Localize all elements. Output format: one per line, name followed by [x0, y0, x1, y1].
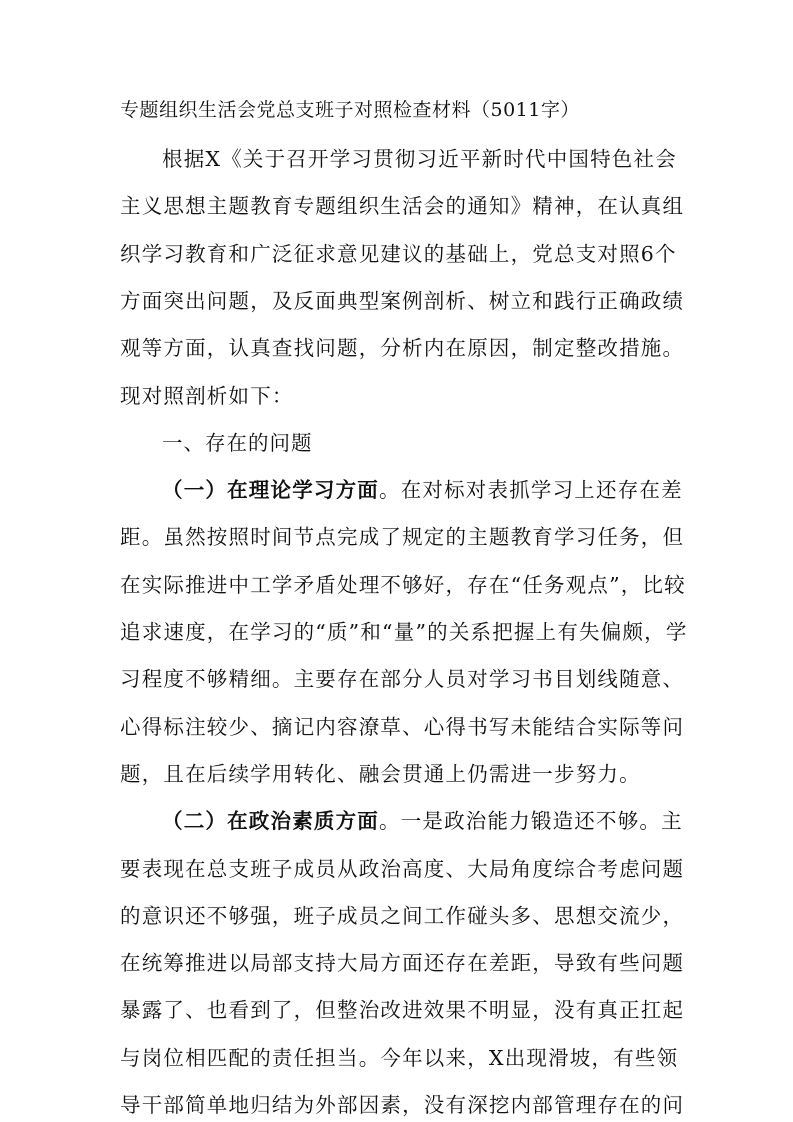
- item2-line: 要表现在总支班子成员从政治高度、大局角度综合考虑问题: [120, 857, 685, 881]
- intro-line: 主义思想主题教育专题组织生活会的通知》精神，在认真组: [120, 194, 685, 218]
- item2-line: 与岗位相匹配的责任担当。今年以来，X出现滑坡，有些领: [120, 1046, 679, 1070]
- section-heading: 一、存在的问题: [162, 431, 313, 455]
- item1-first-line: [162, 475, 683, 505]
- item2-line: 在统筹推进以局部支持大局方面还存在差距，导致有些问题: [120, 951, 685, 975]
- item2-line: 导干部简单地归结为外部因素，没有深挖内部管理存在的问: [120, 1093, 685, 1117]
- item2-first-line: [162, 806, 683, 836]
- item1-line: 习程度不够精细。主要存在部分人员对学习书目划线随意、: [120, 667, 685, 691]
- intro-line: 根据X《关于召开学习贯彻习近平新时代中国特色社会: [162, 147, 677, 171]
- item2-label: （二）在政治素质方面: [162, 809, 379, 833]
- item2-first-line-text: 。一是政治能力锻造还不够。主: [379, 809, 683, 833]
- item1-line: 距。虽然按照时间节点完成了规定的主题教育学习任务，但: [120, 525, 685, 549]
- item2-line: 暴露了、也看到了，但整治改进效果不明显，没有真正扛起: [120, 998, 685, 1022]
- item1-line: 在实际推进中工学矛盾处理不够好，存在“任务观点”，比较: [120, 573, 686, 597]
- item1-line: 心得标注较少、摘记内容潦草、心得书写未能结合实际等问: [120, 715, 685, 739]
- item1-first-line-text: 。在对标对表抓学习上还存在差: [379, 478, 683, 502]
- intro-line: 织学习教育和广泛征求意见建议的基础上，党总支对照6个: [120, 242, 677, 266]
- item1-line: 题，且在后续学用转化、融会贯通上仍需进一步努力。: [120, 762, 641, 786]
- document-title: 专题组织生活会党总支班子对照检查材料（5011字）: [120, 99, 580, 121]
- intro-line: 观等方面，认真查找问题，分析内在原因，制定整改措施。: [120, 336, 685, 360]
- item1-label: （一）在理论学习方面: [162, 478, 379, 502]
- item2-line: 的意识还不够强，班子成员之间工作碰头多、思想交流少，: [120, 904, 685, 928]
- item1-line: 追求速度，在学习的“质”和“量”的关系把握上有失偏颇，学: [120, 620, 688, 644]
- intro-line: 现对照剖析如下：: [120, 384, 294, 408]
- intro-line: 方面突出问题，及反面典型案例剖析、树立和践行正确政绩: [120, 289, 685, 313]
